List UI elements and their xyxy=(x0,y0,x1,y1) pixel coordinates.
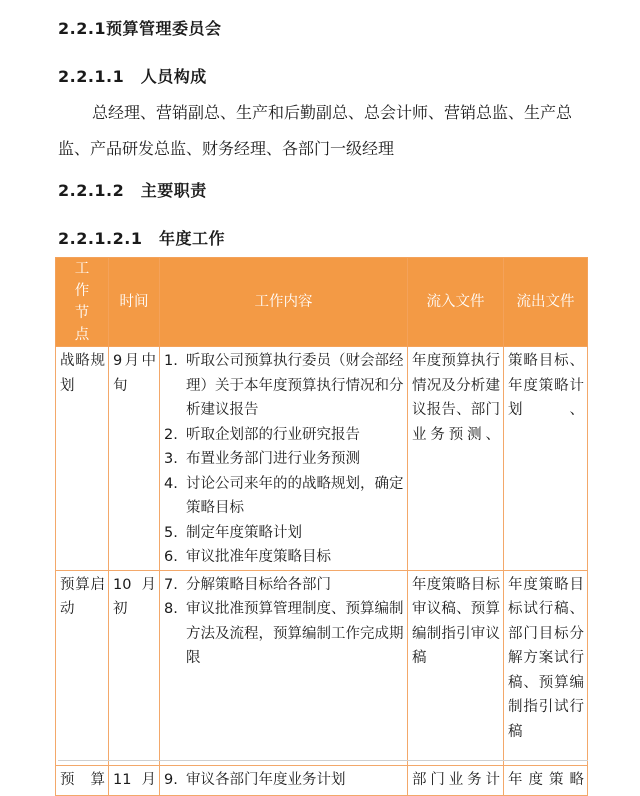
table-header-row xyxy=(56,258,588,347)
section-heading-2-2-1-1: 2.2.1.1 人员构成 xyxy=(58,67,207,86)
cell-output-files: 策略目标、年度策略计划、 xyxy=(504,347,588,571)
cell-content xyxy=(160,347,408,571)
cell-node: 战略规划 xyxy=(56,347,109,571)
list-item: 8. 审议批准预算管理制度、预算编制方法及流程，预算编制工作完成期限 xyxy=(164,601,404,666)
cell-content xyxy=(160,570,408,765)
section-heading-2-2-1-2: 2.2.1.2 主要职责 xyxy=(58,181,207,200)
personnel-text: 总经理、营销副总、生产和后勤副总、总会计师、营销总监、生产总监、产品研发总监、财务经理、各部门一级经理 xyxy=(58,103,573,158)
list-item: 4. 讨论公司来年的的战略规划，确定策略目标 xyxy=(164,475,404,516)
header-node: 工作节点 xyxy=(56,258,109,347)
cell-input-files: 年度策略目标审议稿、预算编制指引审议稿 xyxy=(408,570,504,765)
section-heading-2-2-1: 2.2.1预算管理委员会 xyxy=(58,19,222,38)
table-row xyxy=(56,347,588,571)
cell-input-files: 年度预算执行情况及分析建议报告、部门业务预测、 xyxy=(408,347,504,571)
cell-node: 预算启动 xyxy=(56,570,109,765)
cell-output-files: 年度策略 xyxy=(504,765,588,795)
cell-input-files: 部门业务计 xyxy=(408,765,504,795)
page-bottom-divider xyxy=(58,760,588,761)
list-item: 2. 听取企划部的行业研究报告 xyxy=(164,426,360,443)
section-heading-2-2-1-2-1: 2.2.1.2.1 年度工作 xyxy=(58,229,225,248)
header-time: 时间 xyxy=(109,258,160,347)
annual-work-table xyxy=(55,257,588,796)
list-item: 7. 分解策略目标给各部门 xyxy=(164,576,331,593)
list-item: 6. 审议批准年度策略目标 xyxy=(164,549,331,565)
cell-time: 10月初 xyxy=(109,570,160,765)
list-item: 3. 布置业务部门进行业务预测 xyxy=(164,451,360,467)
cell-time: 9月中旬 xyxy=(109,347,160,571)
list-item: 1. 听取公司预算执行委员（财会部经理）关于本年度预算执行情况和分析建议报告 xyxy=(164,353,404,418)
cell-content xyxy=(160,765,408,795)
header-output-files: 流出文件 xyxy=(504,258,588,347)
table-row xyxy=(56,570,588,765)
header-content: 工作内容 xyxy=(160,258,408,347)
cell-node: 预算 xyxy=(56,765,109,795)
header-input-files: 流入文件 xyxy=(408,258,504,347)
cell-output-files: 年度策略目标试行稿、部门目标分解方案试行稿、预算编制指引试行稿 xyxy=(504,570,588,765)
cell-time: 11月 xyxy=(109,765,160,795)
list-item: 5. 制定年度策略计划 xyxy=(164,524,302,541)
table-row xyxy=(56,765,588,795)
list-item: 9. 审议各部门年度业务计划 xyxy=(164,771,346,788)
personnel-paragraph xyxy=(58,95,592,167)
